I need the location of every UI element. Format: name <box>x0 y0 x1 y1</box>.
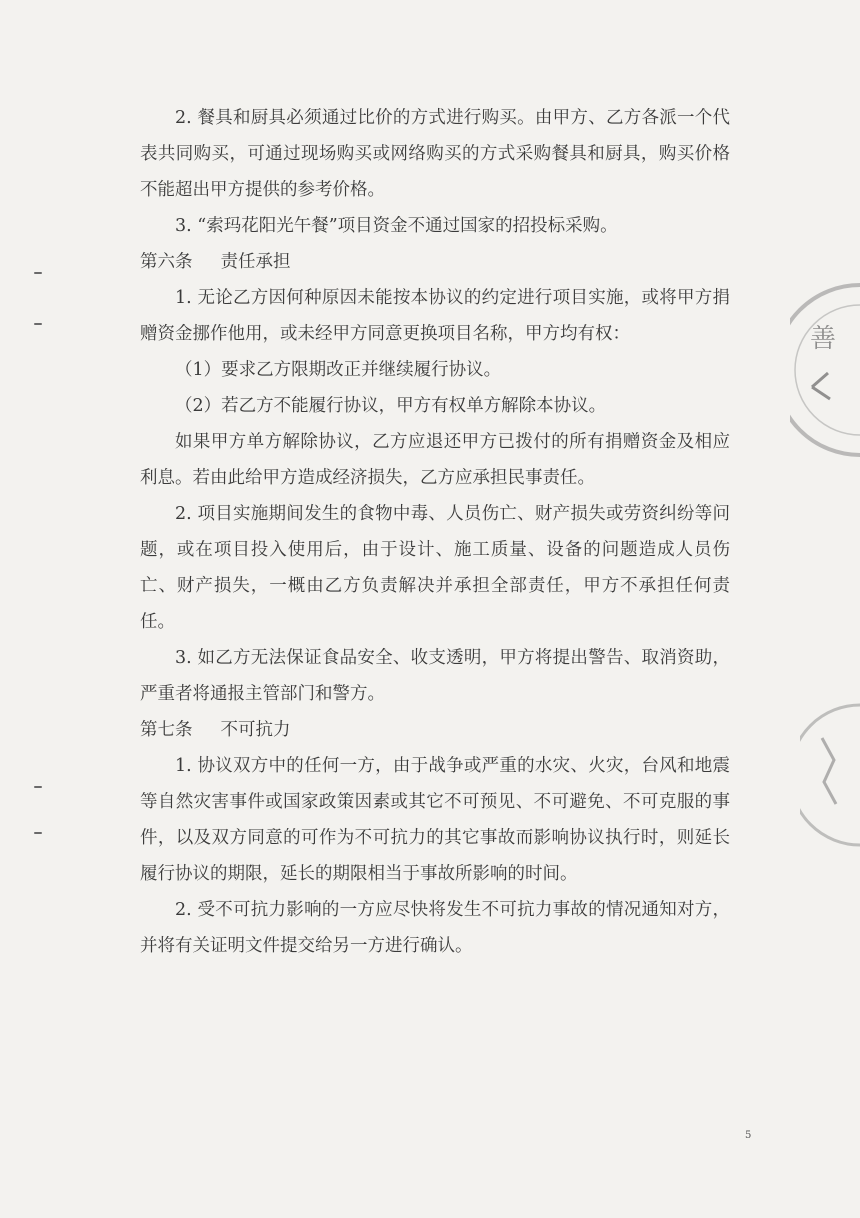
article-6-heading <box>140 244 730 280</box>
margin-mark <box>34 832 42 834</box>
paragraph: （1）要求乙方限期改正并继续履行协议。 <box>175 360 502 380</box>
margin-mark <box>34 272 42 274</box>
page-number: 5 <box>745 1130 752 1141</box>
paragraph: （2）若乙方不能履行协议，甲方有权单方解除本协议。 <box>175 396 607 416</box>
paragraph: 3. “索玛花阳光午餐”项目资金不通过国家的招投标采购。 <box>175 216 618 236</box>
seal-partial-lower <box>800 700 860 850</box>
article-title: 责任承担 <box>220 252 291 272</box>
article-number: 第七条 <box>140 720 193 740</box>
paragraph: 3. 如乙方无法保证食品安全、收支透明，甲方将提出警告、取消资助，严重者将通报主管部门和警方。 <box>140 648 730 704</box>
article-number: 第六条 <box>140 252 193 272</box>
margin-mark <box>34 323 42 325</box>
paragraph: 如果甲方单方解除协议，乙方应退还甲方已拨付的所有捐赠资金及相应利息。若由此给甲方造成经济损失，乙方应承担民事责任。 <box>140 432 730 488</box>
margin-mark <box>34 786 42 788</box>
paragraph: 1. 协议双方中的任何一方，由于战争或严重的水灾、火灾，台风和地震等自然灾害事件或国家政策因素或其它不可预见、不可避免、不可克服的事件，以及双方同意的可作为不可抗力的其它事故而影响协议执行时，则延长履行协议的期限，延长的期限相当于事故所影响的时间。 <box>140 756 730 884</box>
document-body <box>140 100 730 964</box>
paragraph: 2. 受不可抗力影响的一方应尽快将发生不可抗力事故的情况通知对方，并将有关证明文件提交给另一方进行确认。 <box>140 900 730 956</box>
seal-partial-upper <box>790 275 860 465</box>
article-7-heading <box>140 712 730 748</box>
seal-partial-upper-text: 善 <box>810 324 837 354</box>
article-title: 不可抗力 <box>220 720 291 740</box>
paragraph: 2. 项目实施期间发生的食物中毒、人员伤亡、财产损失或劳资纠纷等问题，或在项目投入使用后，由于设计、施工质量、设备的问题造成人员伤亡、财产损失，一概由乙方负责解决并承担全部责任，甲方不承担任何责任。 <box>140 504 730 632</box>
paragraph: 2. 餐具和厨具必须通过比价的方式进行购买。由甲方、乙方各派一个代表共同购买，可通过现场购买或网络购买的方式采购餐具和厨具，购买价格不能超出甲方提供的参考价格。 <box>140 108 730 200</box>
paragraph: 1. 无论乙方因何种原因未能按本协议的约定进行项目实施，或将甲方捐赠资金挪作他用，或未经甲方同意更换项目名称，甲方均有权： <box>140 288 730 344</box>
